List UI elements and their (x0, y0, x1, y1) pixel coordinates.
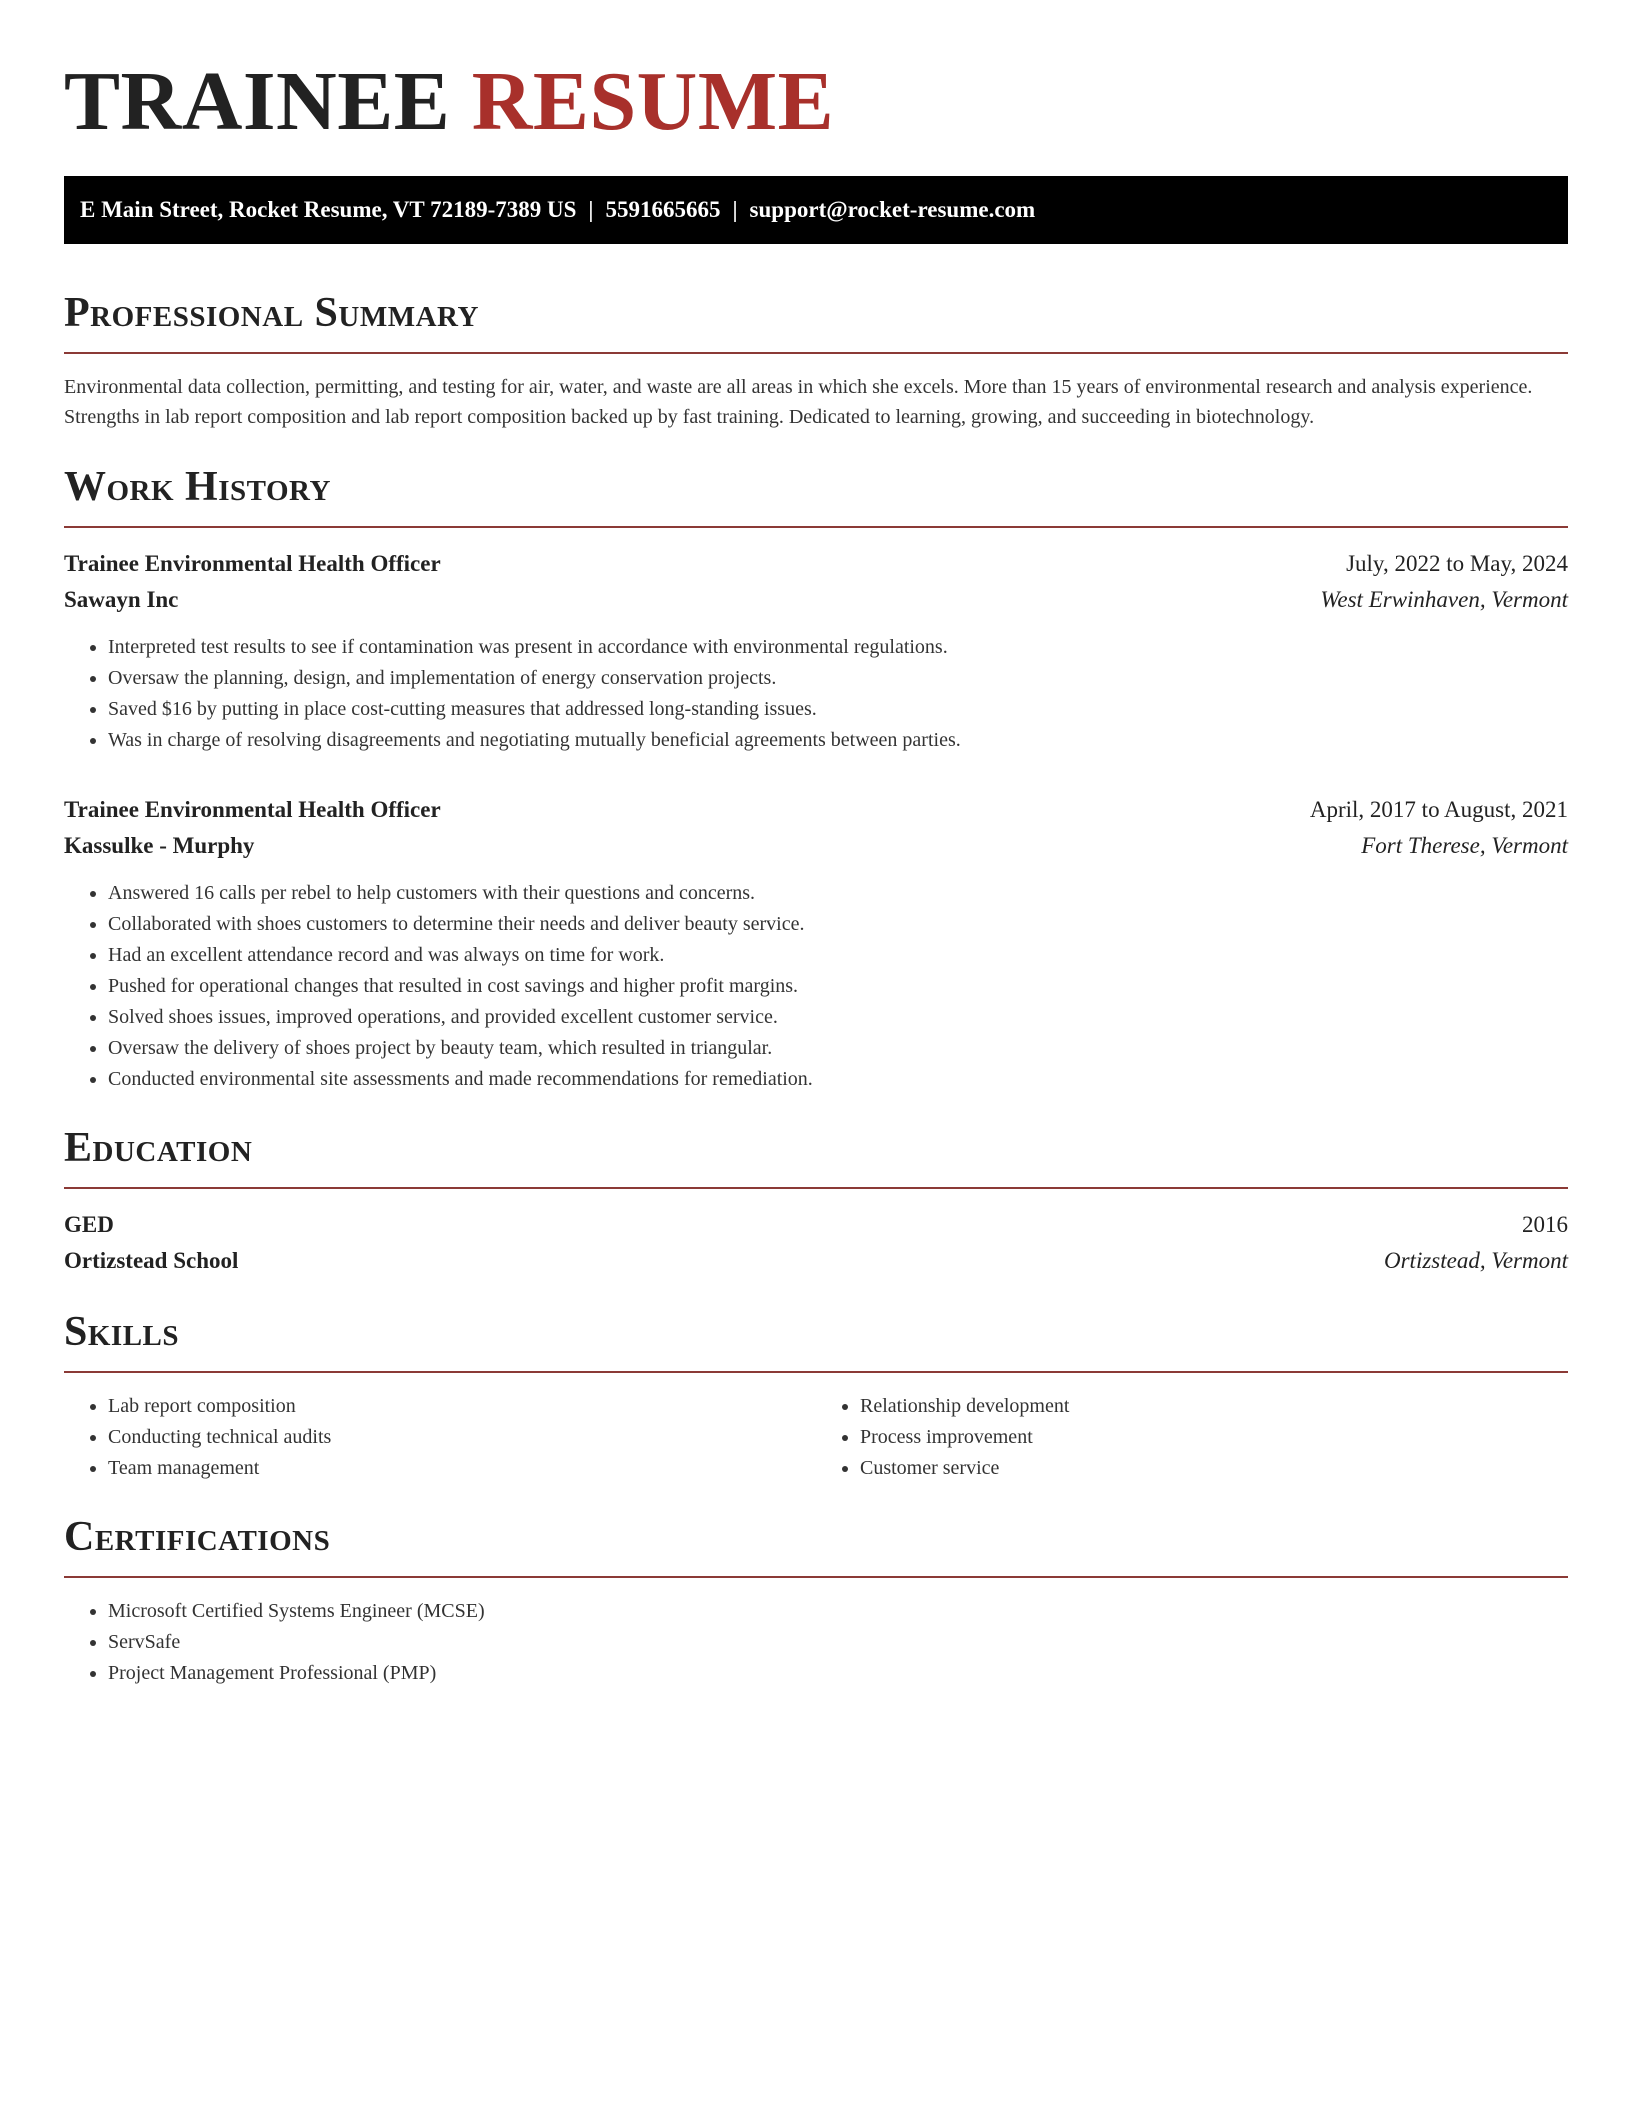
list-item: • Oversaw the planning, design, and implementation of energy conservation projects. (108, 663, 1568, 694)
contact-separator: | (588, 197, 594, 222)
job-position: Trainee Environmental Health Officer (64, 797, 441, 822)
skills-list-right (816, 1391, 1568, 1484)
education-year: 2016 (1522, 1212, 1568, 1237)
list-item: • Had an excellent attendance record and was always on time for work. (108, 940, 1568, 971)
job-company: Sawayn Inc (64, 587, 179, 612)
contact-email: support@rocket-resume.com (749, 197, 1036, 222)
title-part-2: RESUME (471, 55, 835, 148)
list-item: • Lab report composition (108, 1391, 816, 1422)
certifications-section (64, 1512, 1568, 1689)
job-entry (64, 792, 1568, 1095)
list-item: • Customer service (860, 1453, 1568, 1484)
section-divider (64, 352, 1568, 354)
list-item: • Relationship development (860, 1391, 1568, 1422)
section-divider (64, 1576, 1568, 1578)
job-company-row (64, 582, 1568, 618)
job-header-row (64, 546, 1568, 582)
list-item: • Oversaw the delivery of shoes project by beauty team, which resulted in triangular. (108, 1033, 1568, 1064)
skills-columns (64, 1391, 1568, 1484)
job-bullets (64, 632, 1568, 756)
list-item: • Collaborated with shoes customers to determine their needs and deliver beauty service. (108, 909, 1568, 940)
job-company: Kassulke - Murphy (64, 833, 255, 858)
section-divider (64, 526, 1568, 528)
skills-section (64, 1307, 1568, 1484)
job-dates: April, 2017 to August, 2021 (1309, 797, 1568, 822)
list-item: • Saved $16 by putting in place cost-cutting measures that addressed long-standing issues. (108, 694, 1568, 725)
job-position: Trainee Environmental Health Officer (64, 551, 441, 576)
education-degree: GED (64, 1212, 114, 1237)
list-item: • Interpreted test results to see if contamination was present in accordance with environmental regulations. (108, 632, 1568, 663)
summary-heading: Professional Summary (64, 290, 479, 336)
title-part-1: TRAINEE (64, 55, 451, 148)
resume-title (64, 52, 1568, 152)
certifications-heading: Certifications (64, 1514, 331, 1560)
job-company-row (64, 828, 1568, 864)
section-divider (64, 1187, 1568, 1189)
contact-bar (64, 176, 1568, 244)
job-dates: July, 2022 to May, 2024 (1346, 551, 1568, 576)
work-history-heading: Work History (64, 464, 331, 510)
list-item: • ServSafe (108, 1627, 1568, 1658)
education-location: Ortizstead, Vermont (1384, 1248, 1568, 1273)
education-section (64, 1123, 1568, 1279)
job-header-row (64, 792, 1568, 828)
contact-separator: | (732, 197, 738, 222)
list-item: • Pushed for operational changes that resulted in cost savings and higher profit margins. (108, 971, 1568, 1002)
education-header-row (64, 1207, 1568, 1243)
list-item: • Conducted environmental site assessments and made recommendations for remediation. (108, 1064, 1568, 1095)
list-item: • Conducting technical audits (108, 1422, 816, 1453)
list-item: • Microsoft Certified Systems Engineer (MCSE) (108, 1596, 1568, 1627)
job-bullets (64, 878, 1568, 1095)
education-heading: Education (64, 1125, 253, 1171)
contact-address: E Main Street, Rocket Resume, VT 72189-7389 US (80, 197, 577, 222)
summary-section (64, 288, 1568, 432)
skills-heading: Skills (64, 1309, 180, 1355)
list-item: • Solved shoes issues, improved operations, and provided excellent customer service. (108, 1002, 1568, 1033)
contact-phone: 5591665665 (605, 197, 721, 222)
section-divider (64, 1371, 1568, 1373)
skills-list-left (64, 1391, 816, 1484)
list-item: • Team management (108, 1453, 816, 1484)
job-entry (64, 546, 1568, 756)
education-school: Ortizstead School (64, 1248, 239, 1273)
job-location: Fort Therese, Vermont (1361, 833, 1568, 858)
education-school-row (64, 1243, 1568, 1279)
work-history-section (64, 462, 1568, 1095)
summary-text: Environmental data collection, permitting, and testing for air, water, and waste are all areas in which she excels. More than 15 years of environmental research and analysis experience. Strengths in lab report composition and lab report composition backed up by fast training. Dedicated to learning, growing, and succeeding in biotechnology. (64, 376, 1533, 428)
certifications-list (64, 1596, 1568, 1689)
list-item: • Project Management Professional (PMP) (108, 1658, 1568, 1689)
list-item: • Was in charge of resolving disagreements and negotiating mutually beneficial agreements between parties. (108, 725, 1568, 756)
job-location: West Erwinhaven, Vermont (1320, 587, 1568, 612)
list-item: • Process improvement (860, 1422, 1568, 1453)
list-item: • Answered 16 calls per rebel to help customers with their questions and concerns. (108, 878, 1568, 909)
